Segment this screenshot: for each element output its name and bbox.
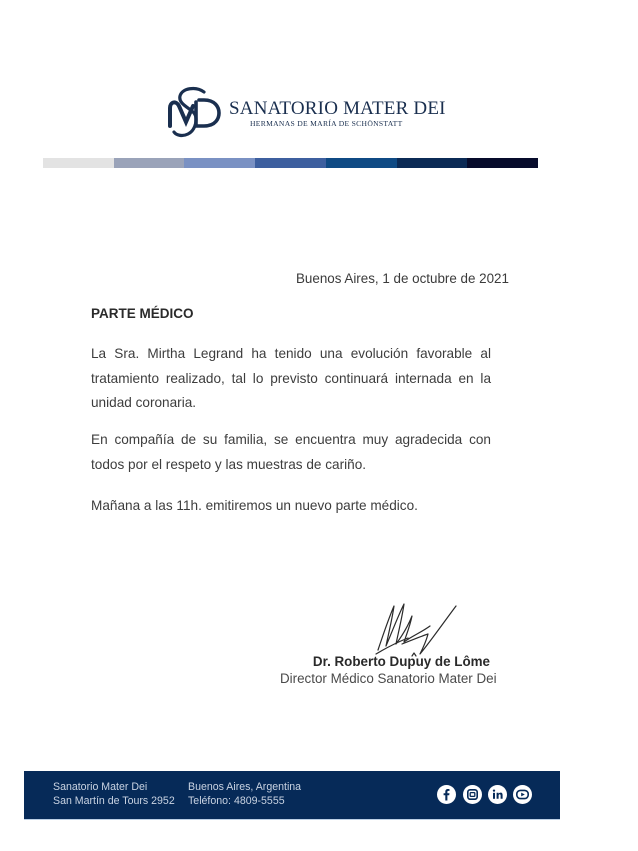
band-segment [184,158,255,168]
signer-role: Director Médico Sanatorio Mater Dei [280,671,497,686]
date-line: Buenos Aires, 1 de octubre de 2021 [296,271,509,286]
footer-city: Buenos Aires, Argentina [188,781,302,793]
facebook-icon[interactable] [437,785,456,804]
footer [24,771,560,819]
handwritten-signature [372,598,462,660]
footer-org-name: Sanatorio Mater Dei [53,781,148,793]
band-segment [397,158,468,168]
band-segment [114,158,185,168]
band-segment [255,158,326,168]
org-name: SANATORIO MATER DEI [229,98,446,119]
youtube-icon[interactable] [513,785,532,804]
band-segment [326,158,397,168]
paragraph-family: En compañía de su familia, se encuentra muy agradecida con todos por el respeto y las muestras de cariño. [91,432,491,472]
footer-contact [188,780,301,808]
org-subtitle: HERMANAS DE MARÍA DE SCHÖNSTATT [250,119,403,128]
color-band [43,158,538,168]
instagram-icon[interactable] [463,785,482,804]
footer-phone: Teléfono: 4809-5555 [188,795,285,807]
document-heading: PARTE MÉDICO [91,306,194,321]
band-segment [43,158,114,168]
footer-street: San Martín de Tours 2952 [53,795,175,807]
paragraph-next-report: Mañana a las 11h. emitiremos un nuevo parte médico. [91,498,418,513]
band-segment [467,158,538,168]
signer-name: Dr. Roberto Dupuy de Lôme [312,654,490,669]
paragraph-evolution: La Sra. Mirtha Legrand ha tenido una evolución favorable al tratamiento realizado, tal lo previsto continuará internada en la unidad coronaria. [91,346,491,410]
linkedin-icon[interactable] [488,785,507,804]
footer-address [53,780,175,808]
logo-monogram [166,86,224,140]
